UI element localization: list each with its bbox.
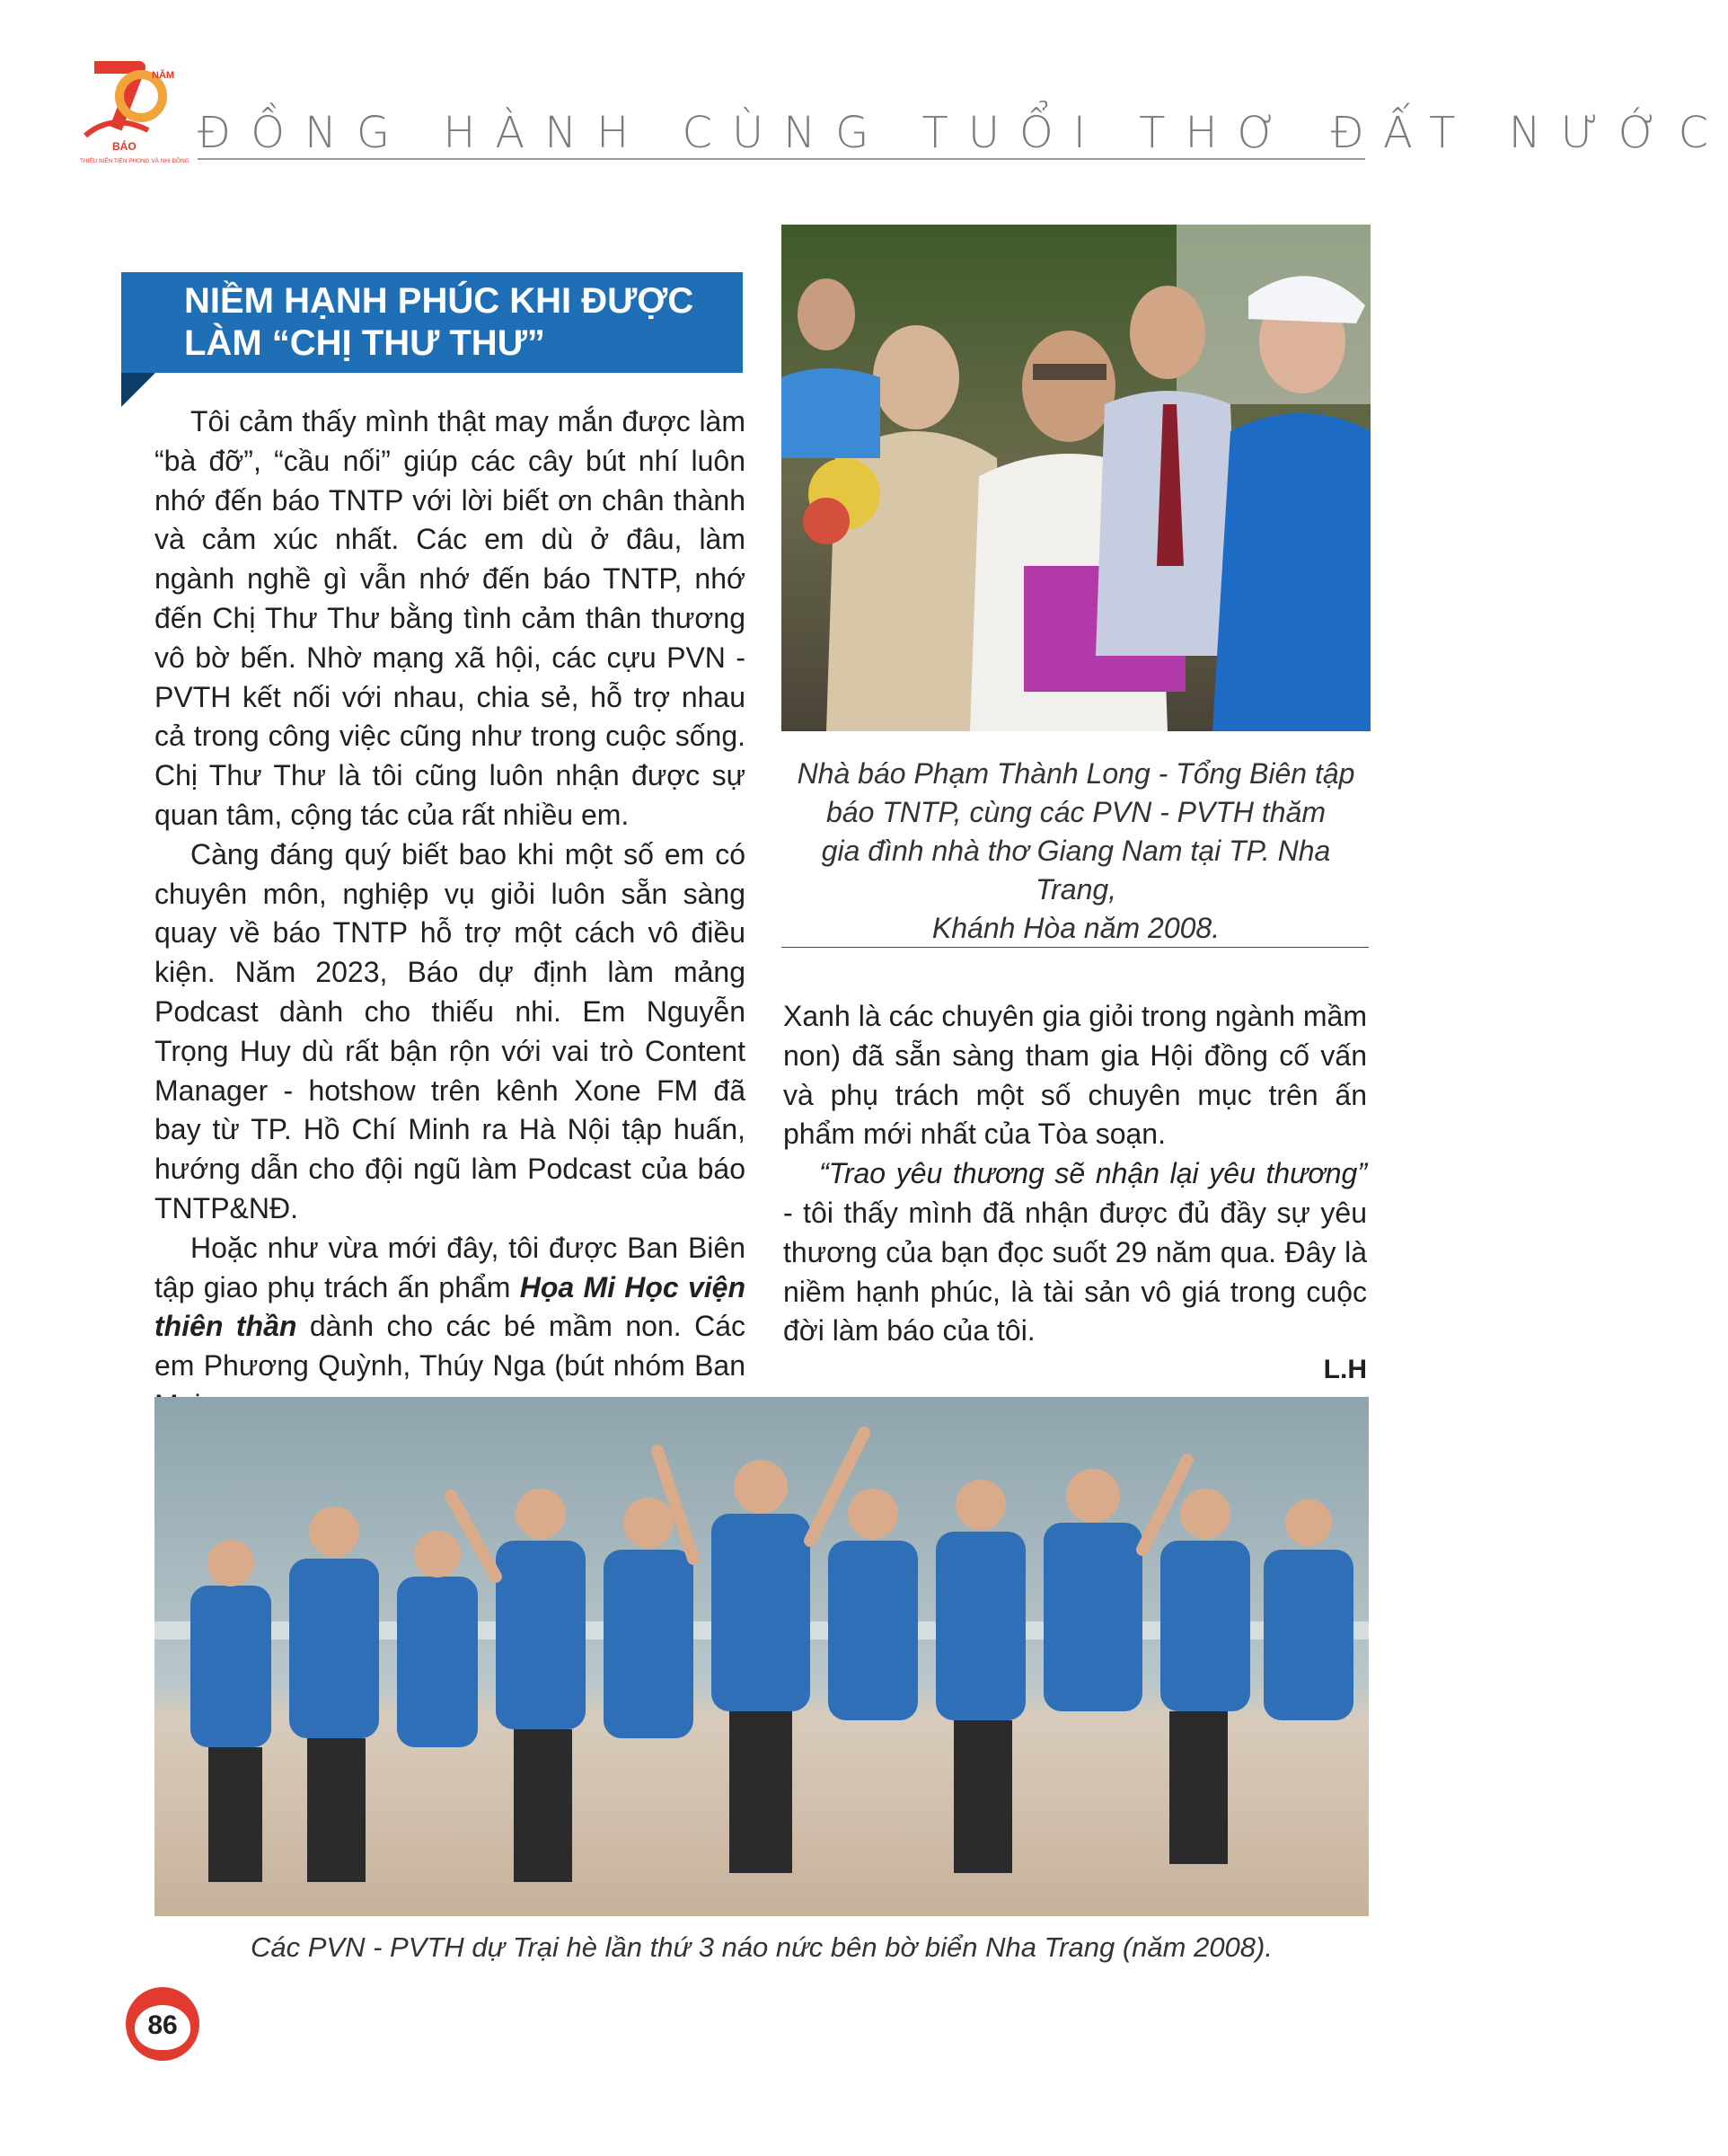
article-paragraph-4 bbox=[783, 1154, 1367, 1351]
section-heading-line1: NIỀM HẠNH PHÚC KHI ĐƯỢC bbox=[184, 281, 694, 321]
photo-top-caption bbox=[781, 755, 1371, 948]
p4-text: - tôi thấy mình đã nhận được đủ đầy sự yêu thương của bạn đọc suốt 29 năm qua. Đây là niềm hạnh phúc, là tài sản vô giá trong cuộc đời làm báo của tôi. bbox=[783, 1196, 1367, 1348]
p3-text-c: dành cho các bé mầm non. Các em Phương Quỳnh, Thúy Nga (bút nhóm Ban bbox=[154, 1310, 746, 1383]
header-title: ĐỒNG HÀNH CÙNG TUỔI THƠ ĐẤT NƯỚC bbox=[198, 108, 1728, 158]
quote: “Trao yêu thương sẽ nhận lại yêu thương” bbox=[819, 1157, 1367, 1190]
caption-line4: Khánh Hòa năm 2008. bbox=[931, 912, 1221, 944]
author-byline: L.H bbox=[1323, 1355, 1367, 1384]
article-column-right bbox=[783, 997, 1367, 1351]
section-heading bbox=[184, 280, 741, 365]
photo-beach-camp bbox=[154, 1397, 1369, 1916]
caption-line2: báo TNTP, cùng các PVN - PVTH thăm bbox=[825, 796, 1327, 828]
photo-bottom-caption: Các PVN - PVTH dự Trại hè lần thứ 3 náo nức bên bờ biển Nha Trang (năm 2008). bbox=[251, 1931, 1273, 1963]
article-paragraph-3-continued: Xanh là các chuyên gia giỏi trong ngành mầm non) đã sẵn sàng tham gia Hội đồng cố vấn và phụ trách một số chuyên mục trên ấn phẩm mới nhất của Tòa soạn. bbox=[783, 1000, 1367, 1151]
article-paragraph-1: Tôi cảm thấy mình thật may mắn được làm “bà đỡ”, “cầu nối” giúp các cây bút nhí luôn nhớ đến báo TNTP với lời biết ơn chân thành và cảm xúc nhất. Các em dù ở đâu, làm ngành nghề gì vẫn nhớ đến báo TNTP, nhớ đến Chị Thư Thư bằng tình cảm thân thương vô bờ bến. Nhờ mạng xã hội, các cựu PVN - PVTH kết nối với nhau, chia sẻ, hỗ trợ nhau cả trong công việc cũng như trong cuộc sống. Chị Thư Thư là tôi cũng luôn nhận được sự quan tâm, cộng tác của rất nhiều em. bbox=[154, 405, 745, 831]
anniversary-logo bbox=[76, 49, 190, 166]
logo-subtitle: THIẾU NIÊN TIỀN PHONG VÀ NHI ĐỒNG bbox=[80, 158, 190, 164]
page-number: 86 bbox=[147, 2010, 178, 2040]
caption-line1: Nhà báo Phạm Thành Long - Tổng Biên tập bbox=[797, 757, 1355, 790]
article-paragraph-3 bbox=[154, 1229, 745, 1426]
caption-line3: gia đình nhà thơ Giang Nam tại TP. Nha Trang, bbox=[821, 835, 1331, 906]
p3-text-a: Hoặc như vừa mới đây, tôi được Ban Biên tập giao phụ trách ấn phẩm bbox=[154, 1231, 745, 1303]
article-paragraph-2: Càng đáng quý biết bao khi một số em có chuyên môn, nghiệp vụ giỏi luôn sẵn sàng quay về báo TNTP hỗ trợ một cách vô điều kiện. Năm 2023, Báo dự định làm mảng Podcast dành cho thiếu nhi. Em Nguyễn Trọng Huy dù rất bận rộn với vai trò Content Manager - hotshow trên kênh Xone FM đã bay từ TP. Hồ Chí Minh ra Hà Nội tập huấn, hướng dẫn cho đội ngũ làm Podcast của báo TNTP&NĐ. bbox=[154, 837, 745, 1224]
section-heading-tab bbox=[121, 373, 155, 407]
header-divider bbox=[198, 158, 1365, 160]
caption-divider bbox=[781, 947, 1369, 948]
logo-word: NĂM bbox=[152, 70, 175, 81]
logo-brand: BÁO bbox=[112, 140, 137, 153]
section-heading-line2: LÀM “CHỊ THƯ THƯ” bbox=[184, 323, 545, 363]
photo-visit-family bbox=[781, 225, 1371, 731]
article-column-left bbox=[154, 402, 745, 1426]
publication-name: Họa Mi Học viện thiên thần bbox=[154, 1270, 746, 1343]
